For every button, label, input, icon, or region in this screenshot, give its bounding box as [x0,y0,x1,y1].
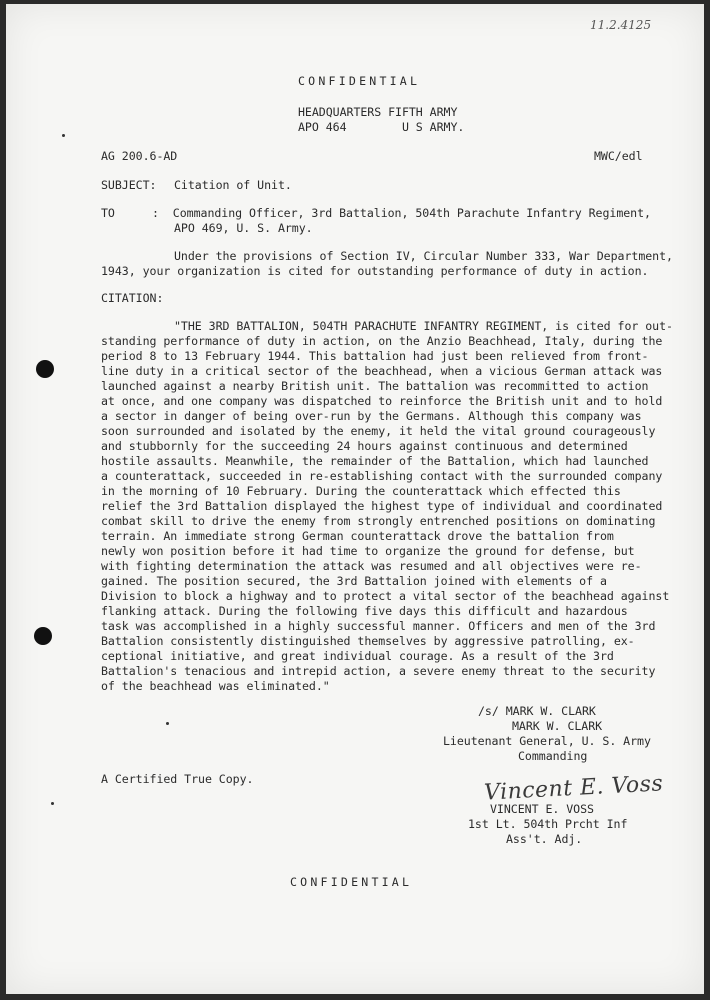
citation-line: newly won position before it had time to organize the ground for defense, but [101,544,635,558]
subject-label: SUBJECT: [101,178,157,192]
paper-speck [51,802,54,805]
signature-line-3: Lieutenant General, U. S. Army [443,734,651,748]
citation-line: at once, and one company was dispatched to reinforce the British unit and to hold [101,394,663,408]
header-classification: CONFIDENTIAL [298,74,421,88]
citation-line: standing performance of duty in action, on the Anzio Beachhead, Italy, during the [101,334,663,348]
certifier-name: VINCENT E. VOSS [490,802,594,816]
header-hq: HEADQUARTERS FIFTH ARMY [298,105,458,119]
signature-line-1: /s/ MARK W. CLARK [478,704,596,718]
citation-line: soon surrounded and isolated by the enemy, it held the vital ground courageously [101,424,656,438]
certifier-signature: Vincent E. Voss [483,771,664,806]
citation-line: gained. The position secured, the 3rd Battalion joined with elements of a [101,574,607,588]
citation-line: line duty in a critical sector of the beachhead, when a vicious German attack was [101,364,663,378]
citation-label: CITATION: [101,291,164,305]
citation-line: period 8 to 13 February 1944. This battalion had just been relieved from front- [101,349,649,363]
citation-line: ceptional initiative, and great individual courage. As a result of the 3rd [101,649,614,663]
footer-classification: CONFIDENTIAL [290,875,413,889]
citation-line: launched against a nearby British unit. The battalion was recommitted to action [101,379,649,393]
citation-line: relief the 3rd Battalion displayed the highest type of individual and coordinated [101,499,663,513]
certifier-title: Ass't. Adj. [506,832,583,846]
intro-line-2: 1943, your organization is cited for outstanding performance of duty in action. [101,264,649,278]
to-label: TO [101,206,115,220]
file-reference: AG 200.6-AD [101,149,178,163]
handwritten-reference: 11.2.4125 [590,18,652,32]
citation-line: combat skill to drive the enemy from strongly entrenched positions on dominating [101,514,656,528]
citation-line: with fighting determination the attack was resumed and all objectives were re- [101,559,642,573]
citation-line: and stubbornly for the succeeding 24 hours against continuous and determined [101,439,628,453]
citation-line: Battalion consistently distinguished themselves by aggressive patrolling, ex- [101,634,635,648]
paper-speck [166,722,169,725]
paper-speck [62,134,65,137]
citation-line: a sector in danger of being over-run by the Germans. Although this company was [101,409,642,423]
citation-line: of the beachhead was eliminated." [101,679,330,693]
certifier-rank: 1st Lt. 504th Prcht Inf [468,817,628,831]
to-line-1: : Commanding Officer, 3rd Battalion, 504th Parachute Infantry Regiment, [152,206,651,220]
citation-line: hostile assaults. Meanwhile, the remainder of the Battalion, which had launched [101,454,649,468]
citation-line: in the morning of 10 February. During the counterattack which effected this [101,484,621,498]
subject-text: Citation of Unit. [174,178,292,192]
signature-line-2: MARK W. CLARK [512,719,603,733]
citation-line: flanking attack. During the following five days this difficult and hazardous [101,604,628,618]
citation-line: Division to block a highway and to protect a vital sector of the beachhead against [101,589,670,603]
header-apo: APO 464 U S ARMY. [298,120,465,134]
intro-line-1: Under the provisions of Section IV, Circular Number 333, War Department, [174,249,673,263]
citation-line: a counterattack, succeeded in re-establishing contact with the surrounded company [101,469,663,483]
to-line-2: APO 469, U. S. Army. [174,221,313,235]
citation-line: task was accomplished in a highly successful manner. Officers and men of the 3rd [101,619,656,633]
document-page [6,4,704,994]
citation-line: terrain. An immediate strong German counterattack drove the battalion from [101,529,614,543]
citation-line: "THE 3RD BATTALION, 504TH PARACHUTE INFANTRY REGIMENT, is cited for out- [174,319,673,333]
signature-line-4: Commanding [518,749,588,763]
typist-initials: MWC/edl [594,149,643,163]
punch-hole-upper [36,360,54,378]
citation-line: Battalion's tenacious and intrepid action, a severe enemy threat to the security [101,664,656,678]
punch-hole-lower [34,627,52,645]
certified-copy-note: A Certified True Copy. [101,772,254,786]
